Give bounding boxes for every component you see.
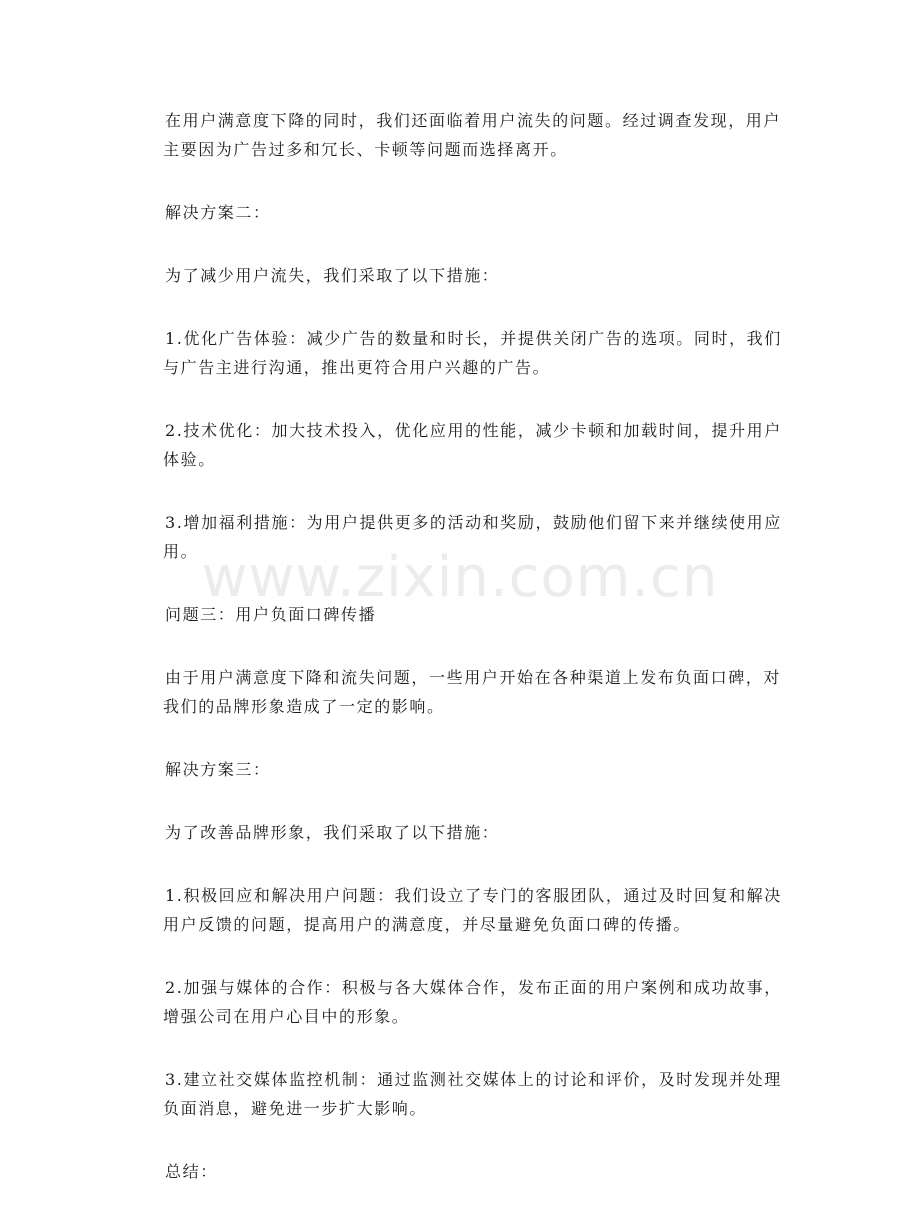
list-item-respond-to-users: 1.积极回应和解决用户问题：我们设立了专门的客服团队，通过及时回复和解决用户反馈的问题，提高用户的满意度，并尽量避免负面口碑的传播。 <box>163 886 782 934</box>
list-item-social-monitoring: 3.建立社交媒体监控机制：通过监测社交媒体上的讨论和评价，及时发现并处理负面消息，避免进一步扩大影响。 <box>163 1070 782 1118</box>
list-item-tech-optimization: 2.技术优化：加大技术投入，优化应用的性能，减少卡顿和加载时间，提升用户体验。 <box>163 421 782 469</box>
paragraph-user-churn-intro: 在用户满意度下降的同时，我们还面临着用户流失的问题。经过调查发现，用户主要因为广告过多和冗长、卡顿等问题而选择离开。 <box>163 111 782 159</box>
heading-solution-two: 解决方案二： <box>165 203 271 222</box>
list-item-media-cooperation: 2.加强与媒体的合作：积极与各大媒体合作，发布正面的用户案例和成功故事，增强公司在用户心目中的形象。 <box>163 978 782 1026</box>
document-body <box>163 106 783 1220</box>
list-item-ad-experience: 1.优化广告体验：减少广告的数量和时长，并提供关闭广告的选项。同时，我们与广告主进行沟通，推出更符合用户兴趣的广告。 <box>163 329 782 377</box>
paragraph-brand-measures-intro: 为了改善品牌形象，我们采取了以下措施： <box>165 823 500 842</box>
paragraph-negative-word-of-mouth: 由于用户满意度下降和流失问题，一些用户开始在各种渠道上发布负面口碑，对我们的品牌形象造成了一定的影响。 <box>163 668 782 716</box>
heading-summary: 总结： <box>165 1162 218 1181</box>
watermark-text: www.zixin.com.cn <box>201 545 719 610</box>
heading-solution-three: 解决方案三： <box>165 760 271 779</box>
list-item-benefit-measures: 3.增加福利措施：为用户提供更多的活动和奖励，鼓励他们留下来并继续使用应用。 <box>163 513 782 561</box>
heading-problem-three: 问题三：用户负面口碑传播 <box>165 605 377 624</box>
paragraph-churn-measures-intro: 为了减少用户流失，我们采取了以下措施： <box>165 266 500 285</box>
